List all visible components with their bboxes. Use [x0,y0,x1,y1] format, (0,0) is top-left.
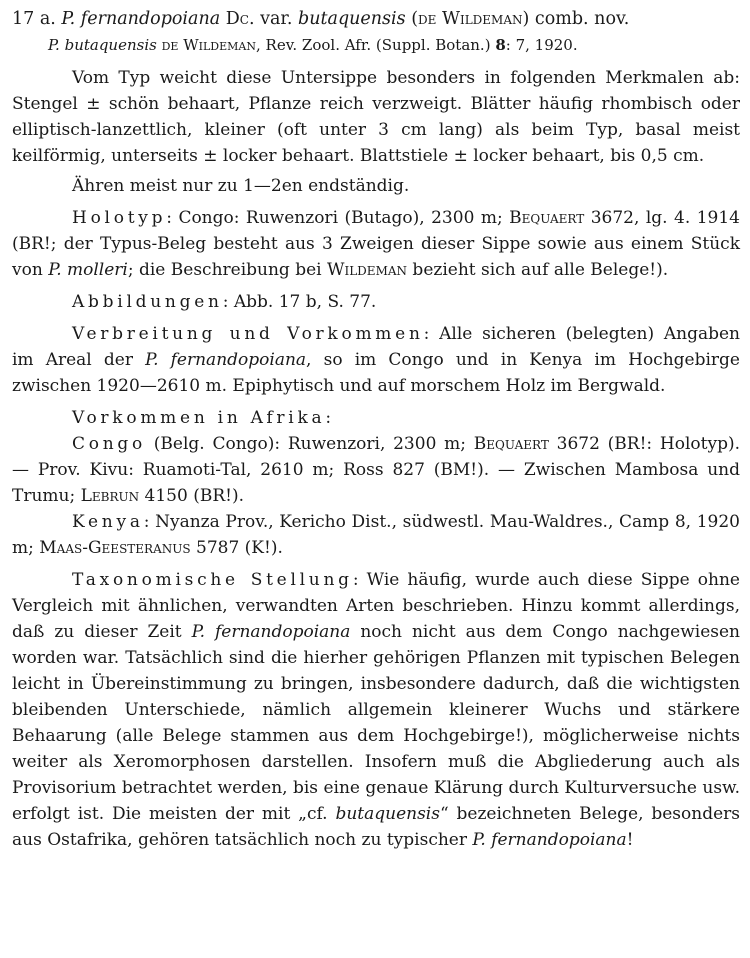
spikes-paragraph: Ähren meist nur zu 1—2en endständig. [72,176,410,196]
congo-localities: Congo (Belg. Congo): Ruwenzori, 2300 m; Bequaert 3672 (BR!: Holotyp). — Prov. Kivu: Ruamoti-Tal, 2610 m; Ross 827 (BM!). — Zwischen Mambosa und Trumu; Lebrun 4150 (BR!). [12,434,740,506]
entry-var-author: (de Wildeman) [411,9,530,29]
collector-name: Bequaert [473,434,549,454]
holotype-paragraph: Holotyp: Congo: Ruwenzori (Butago), 2300 m; Bequaert 3672, lg. 4. 1914 (BR!; der Typus-Beleg besteht aus 3 Zweigen dieser Sippe sowie aus einem Stück von P. molleri; die Beschreibung bei Wildeman bezieht sich auf alle Belege!). [12,208,740,280]
kenya-localities: Kenya: Nyanza Prov., Kericho Dist., südwestl. Mau-Waldres., Camp 8, 1920 m; Maas-Geesteranus 5787 (K!). [12,512,740,558]
illustrations-label: Abbildungen [72,292,223,312]
entry-genus: P. [61,9,76,29]
taxonomy-paragraph: Taxonomische Stellung: Wie häufig, wurde auch diese Sippe ohne Vergleich mit ähnlichen, verwandten Arten beschrieben. Hinzu kommt allerdings, daß zu dieser Zeit P. fernandopoiana noch nicht aus dem Congo nachgewiesen worden war. Tatsächlich sind die hierher gehörigen Pflanzen mit typischen Belegen leicht in Übereinstimmung zu bringen, insbesondere dadurch, daß die wichtigsten bleibenden Unterschiede, nämlich allgemein kleinerer Wuchs und stärkere Behaarung (alle Belege stammen aus dem Hochgebirge!), möglicherweise nichts weiter als Xeromorphosen darstellen. Insofern muß die Abgliederung auch als Provisorium betrachtet werden, bis eine genaue Klärung durch Kulturversuche usw. erfolgt ist. Die meisten der mit „cf. butaquensis“ bezeichneten Belege, besonders aus Ostafrika, gehören tatsächlich noch zu typischer P. fernandopoiana! [12,570,740,850]
entry-status: comb. nov. [534,9,630,29]
taxonomy-label: Taxonomische Stellung [72,570,353,590]
africa-label: Vorkommen in Afrika: [72,408,335,428]
collector-name: Maas-Geesteranus [39,538,191,558]
species-name: P. fernandopoiana [472,830,627,850]
species-name: P. fernandopoiana [145,350,307,370]
synonym-rest: : 7, 1920. [505,36,578,54]
holotype-label: Holotyp [72,208,167,228]
synonym-citation: , Rev. Zool. Afr. (Suppl. Botan.) [255,36,496,54]
distribution-paragraph: Verbreitung und Vorkommen: Alle sicheren (belegten) Angaben im Areal der P. fernandopoiana, so im Congo und in Kenya im Hochgebirge zwischen 1920—2610 m. Epiphytisch und auf morschem Holz im Bergwald. [12,324,740,396]
entry-species: fernandopoiana [80,9,221,29]
synonym-name: P. butaquensis [48,36,157,54]
collector-name: Bequaert [509,208,585,228]
africa-heading [12,405,740,431]
synonym-volume: 8 [495,36,506,54]
author-name: Wildeman [327,260,408,280]
description-paragraph: Vom Typ weicht diese Untersippe besonders in folgenden Merkmalen ab: Stengel ± schön behaart, Pflanze reich verzweigt. Blätter häufig rhombisch oder elliptisch-lanzettlich, kleiner (oft unter 3 cm lang) als beim Typ, basal meist keilförmig, unterseits ± locker behaart. Blattstiele ± locker behaart, bis 0,5 cm. [12,68,740,166]
entry-number: 17 a. [12,9,56,29]
distribution-label: Verbreitung und Vorkommen [72,324,424,344]
country-kenya: Kenya [72,512,144,532]
species-name: butaquensis [335,804,440,824]
entry-heading [12,6,740,33]
entry-author: Dc. [225,9,255,29]
entry-var-name: butaquensis [298,9,406,29]
collector-name: Lebrun [80,486,140,506]
species-name: P. fernandopoiana [191,622,351,642]
species-name: P. molleri [48,260,128,280]
country-congo: Congo [72,434,147,454]
illustrations-paragraph: Abbildungen: Abb. 17 b, S. 77. [72,292,377,312]
entry-var-label: var. [260,9,293,29]
synonym-author: de Wildeman [161,36,256,54]
synonym-line [12,33,740,57]
